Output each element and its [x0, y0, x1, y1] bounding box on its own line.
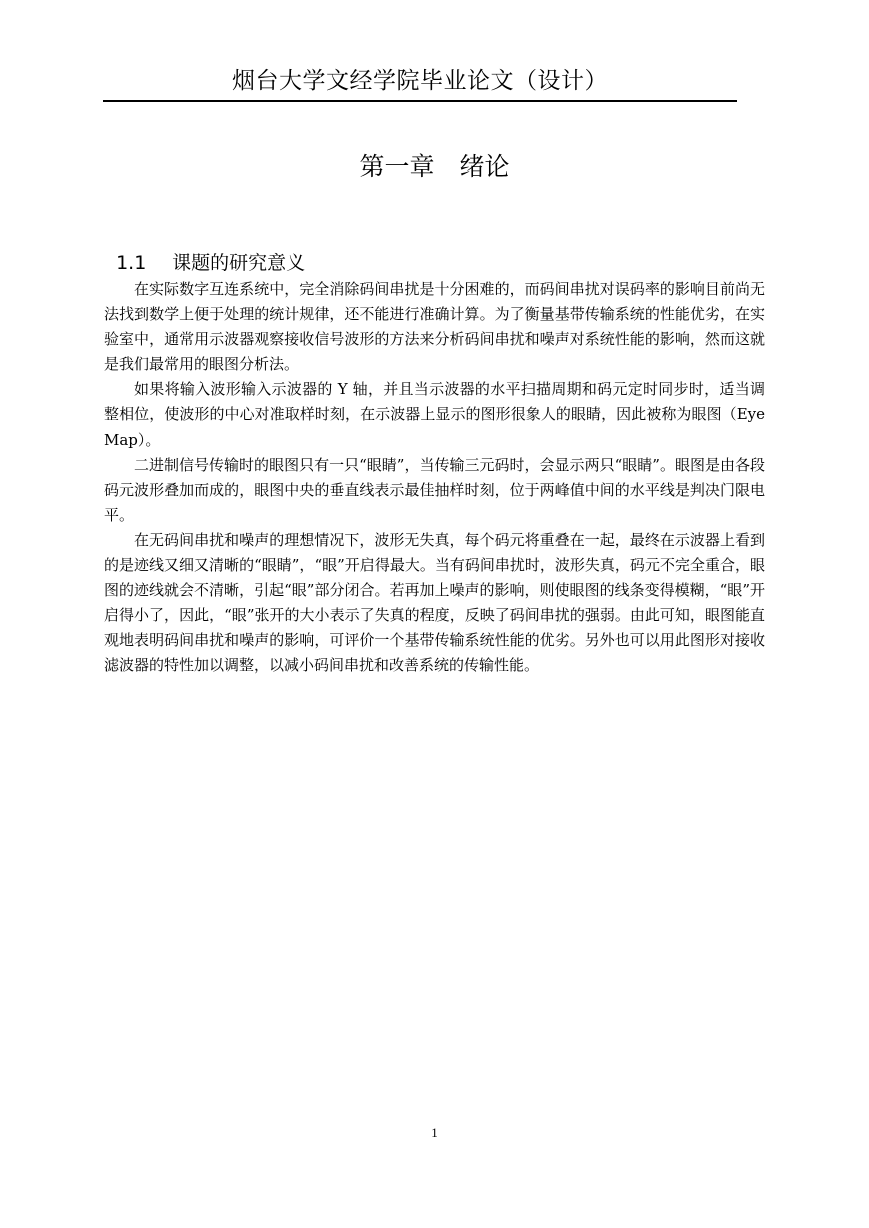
paragraph: 二进制信号传输时的眼图只有一只“眼睛”，当传输三元码时，会显示两只“眼睛”。眼图是由各段码元波形叠加而成的，眼图中央的垂直线表示最佳抽样时刻，位于两峰值中间的水平线是判决门限电平。: [104, 455, 765, 524]
body-text: [104, 277, 765, 679]
section-title: 课题的研究意义: [172, 252, 306, 274]
paragraph: 如果将输入波形输入示波器的 Y 轴，并且当示波器的水平扫描周期和码元定时同步时，适当调整相位，使波形的中心对准取样时刻，在示波器上显示的图形很象人的眼睛，因此被称为眼图（Eye Map）。: [104, 380, 765, 449]
chapter-title: 第一章 绪论: [359, 152, 510, 181]
page-number: 1: [431, 1125, 438, 1140]
section-number: 1.1: [116, 252, 147, 274]
header-title: 烟台大学文经学院毕业论文（设计）: [232, 68, 608, 94]
section-heading: [104, 218, 305, 278]
page-header: [103, 62, 737, 102]
paragraph: 在实际数字互连系统中，完全消除码间串扰是十分困难的，而码间串扰对误码率的影响目前尚无法找到数学上便于处理的统计规律，还不能进行准确计算。为了衡量基带传输系统的性能优劣，在实验室中，通常用示波器观察接收信号波形的方法来分析码间串扰和噪声对系统性能的影响，然而这就是我们最常用的眼图分析法。: [104, 280, 765, 374]
paragraph: 在无码间串扰和噪声的理想情况下，波形无失真，每个码元将重叠在一起，最终在示波器上看到的是迹线又细又清晰的“眼睛”，“眼”开启得最大。当有码间串扰时，波形失真，码元不完全重合，眼图的迹线就会不清晰，引起“眼”部分闭合。若再加上噪声的影响，则使眼图的线条变得模糊，“眼”开启得小了，因此，“眼”张开的大小表示了失真的程度，反映了码间串扰的强弱。由此可知，眼图能直观地表明码间串扰和噪声的影响，可评价一个基带传输系统性能的优劣。另外也可以用此图形对接收滤波器的特性加以调整，以减小码间串扰和改善系统的传输性能。: [104, 530, 765, 675]
